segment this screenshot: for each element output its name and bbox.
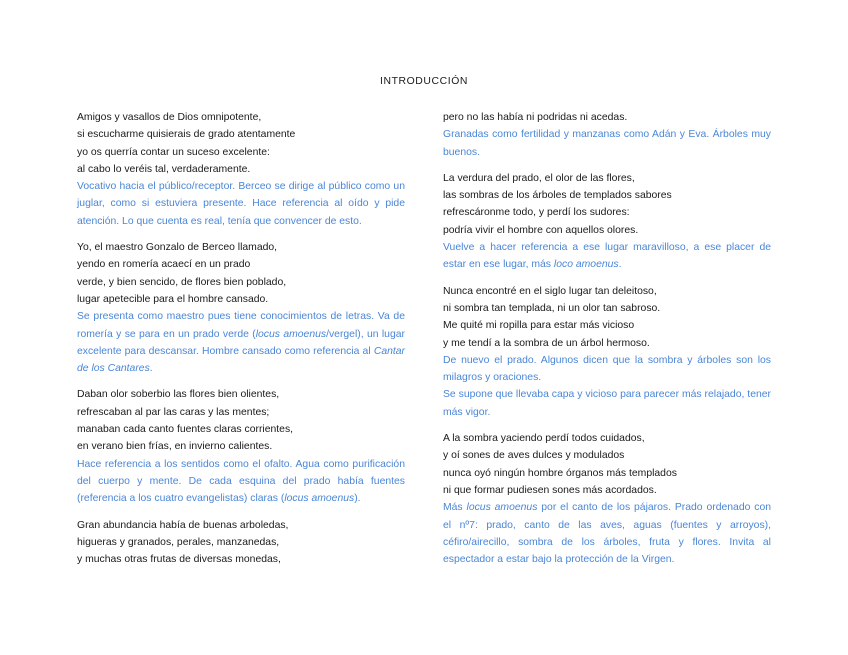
commentary-note bbox=[443, 386, 771, 421]
stanza bbox=[77, 517, 405, 569]
verse-line: si escucharme quisierais de grado atentamente bbox=[77, 129, 296, 141]
verse-line: lugar apetecible para el hombre cansado. bbox=[77, 293, 269, 305]
commentary-note bbox=[443, 126, 771, 161]
verse-line: nunca oyó ningún hombre órganos más templados bbox=[443, 467, 677, 479]
verse-line: Gran abundancia había de buenas arboledas, bbox=[77, 519, 289, 531]
note-text: /vergel), un lugar excelente para descansar. Hombre cansado como referencia al bbox=[77, 328, 405, 357]
verse-line: refrescáronme todo, y perdí los sudores: bbox=[443, 207, 630, 219]
note-text: Se presenta como maestro pues tiene conocimientos de letras. Va de romería y se para en un prado verde ( bbox=[77, 311, 405, 340]
stanza bbox=[77, 386, 405, 507]
stanza bbox=[443, 170, 771, 274]
verse-line: A la sombra yaciendo perdí todos cuidados, bbox=[443, 433, 645, 445]
note-text: ). bbox=[354, 493, 361, 505]
verse-line: las sombras de los árboles de templados sabores bbox=[443, 190, 672, 202]
commentary-note bbox=[443, 239, 771, 274]
verse-line: Yo, el maestro Gonzalo de Berceo llamado, bbox=[77, 242, 278, 254]
verse-line: y oí sones de aves dulces y modulados bbox=[443, 450, 625, 462]
verse-line: yo os querría contar un suceso excelente: bbox=[77, 146, 270, 158]
verse-line: Amigos y vasallos de Dios omnipotente, bbox=[77, 112, 262, 123]
note-text: De nuevo el prado. Algunos dicen que la sombra y árboles son los milagros y oraciones. bbox=[443, 354, 771, 384]
verse-line: en verano bien frías, en invierno calientes. bbox=[77, 441, 273, 453]
verse-line: y me tendí a la sombra de un árbol hermoso. bbox=[443, 337, 650, 349]
commentary-note bbox=[443, 352, 771, 387]
verse-line: manaban cada canto fuentes claras corrientes, bbox=[77, 424, 294, 436]
verse-line: yendo en romería acaecí en un prado bbox=[77, 259, 251, 271]
commentary-note bbox=[77, 456, 405, 508]
italic-term: locus amoenus bbox=[255, 328, 327, 340]
verse-line: ni que formar pudiesen sones más acordados. bbox=[443, 484, 657, 496]
stanza bbox=[443, 283, 771, 421]
verse-line: al cabo lo veréis tal, verdaderamente. bbox=[77, 163, 251, 175]
note-text: Granadas como fertilidad y manzanas como Adán y Eva. Árboles muy buenos. bbox=[443, 129, 771, 158]
verse-line: pero no las había ni podridas ni acedas. bbox=[443, 112, 628, 123]
stanza bbox=[77, 109, 405, 230]
note-text: Vuelve a hacer referencia a ese lugar maravilloso, a ese placer de estar en ese lugar, más bbox=[443, 242, 771, 271]
stanza bbox=[443, 109, 771, 161]
verse-line: y muchas otras frutas de diversas monedas, bbox=[77, 554, 281, 566]
verse-line: Daban olor soberbio las flores bien olientes, bbox=[77, 389, 280, 401]
italic-term: locus amoenus bbox=[284, 493, 355, 505]
verse-line: ni sombra tan templada, ni un olor tan sabroso. bbox=[443, 302, 661, 314]
verse-line: verde, y bien sencido, de flores bien poblado, bbox=[77, 276, 287, 288]
note-text: por el canto de los pájaros. Prado ordenado con el nº7: prado, canto de las aves, aguas (fuentes y arroyos), céfiro/airecillo, sombra de los árboles, fruta y flores. Invita al espectador a estar bajo la protección de la Virgen. bbox=[443, 502, 772, 566]
stanza bbox=[443, 430, 771, 568]
verse-line: podría vivir el hombre con aquellos olores. bbox=[443, 224, 639, 236]
note-text: . bbox=[149, 363, 153, 375]
verse-line: Me quité mi ropilla para estar más vicioso bbox=[443, 320, 635, 332]
page-title: INTRODUCCIÓN bbox=[379, 76, 468, 87]
note-text: Más bbox=[443, 502, 467, 514]
commentary-note bbox=[443, 499, 771, 568]
note-text: Se supone que llevaba capa y vicioso para parecer más relajado, tener más vigor. bbox=[443, 389, 771, 418]
stanza bbox=[77, 239, 405, 377]
italic-term: locus amoenus bbox=[466, 502, 538, 514]
note-text: Vocativo hacia el público/receptor. Berceo se dirige al público como un juglar, como si estuviera presente. Hace referencia al oído y pide atención. Lo que cuenta es real, tenía que convencer de esto. bbox=[77, 181, 405, 227]
commentary-note bbox=[77, 178, 405, 230]
italic-term: Cantar de los Cantares bbox=[77, 345, 405, 375]
note-text: . bbox=[618, 259, 622, 271]
verse-line: higueras y granados, perales, manzanedas, bbox=[77, 536, 280, 548]
right-column bbox=[443, 109, 771, 577]
verse-line: refrescaban al par las caras y las mentes; bbox=[77, 406, 270, 418]
verse-line: La verdura del prado, el olor de las flores, bbox=[443, 172, 635, 184]
verse-line: Nunca encontré en el siglo lugar tan deleitoso, bbox=[443, 285, 657, 297]
italic-term: loco amoenus bbox=[553, 259, 619, 271]
note-text: Hace referencia a los sentidos como el ofalto. Agua como purificación del cuerpo y mente. De cada esquina del prado había fuentes (referencia a los cuatro evangelistas) claras ( bbox=[77, 458, 405, 505]
commentary-note bbox=[77, 308, 405, 377]
left-column bbox=[77, 109, 405, 577]
